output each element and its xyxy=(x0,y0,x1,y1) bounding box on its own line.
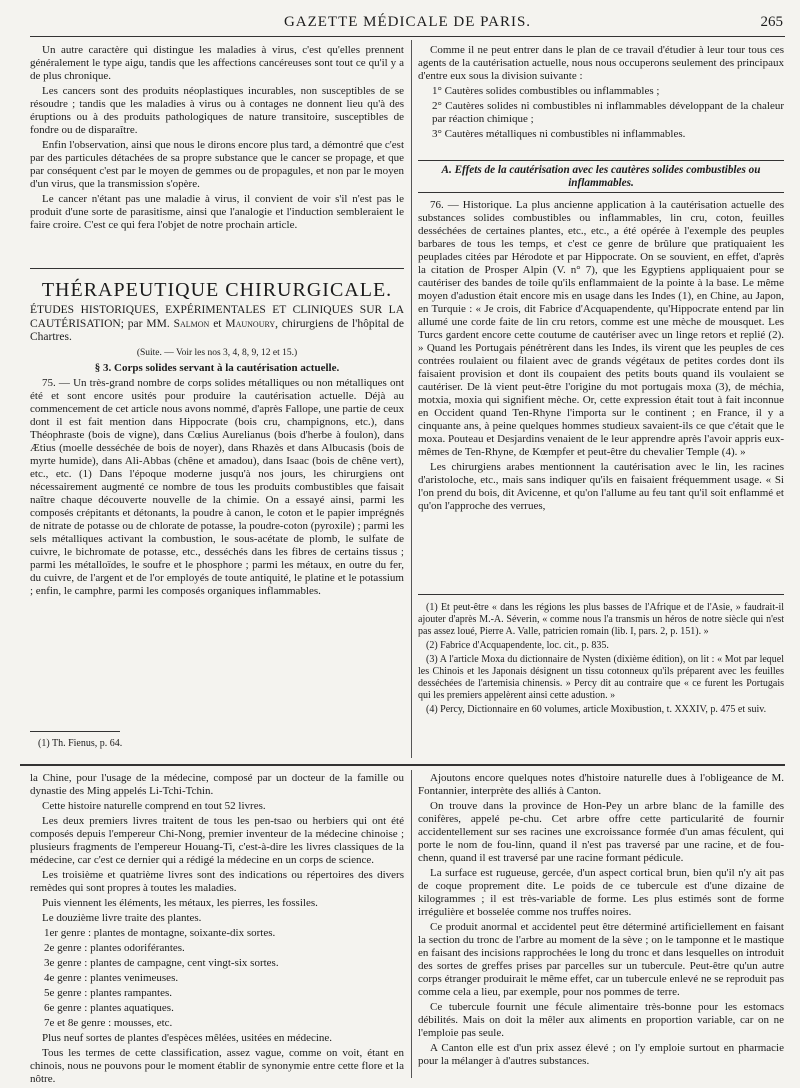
paragraph: La surface est rugueuse, gercée, d'un aspect cortical brun, bien qu'il n'y ait pas de coque proprement dite. Le poids de ce tubercule est d'une dizaine de kilogrammes ; il est très-variable de forme. Les plus estimés sont de forme irrégulière et bosselée comme nos truffes noires. xyxy=(418,867,784,918)
paragraph: On trouve dans la province de Hon-Pey un arbre blanc de la famille des conifères, appelé pe-chu. Cet arbre offre cette particularité de fournir accidentellement sur ses racines une excroissance formée d'un amas féculent, qui porte le nom de fou-linn, quand il n'est pas traversé par une racine, et de fou-chenn, quand il est traversé par une racine formant pédicule. xyxy=(418,800,784,864)
paragraph: Les chirurgiens arabes mentionnent la cautérisation avec le lin, les racines d'aristoloche, etc., mais sans indiquer qu'ils en faisaient fréquemment usage. « Si l'on prend du bois, dit Avicenne, et qu'on l'allume au feu tant qu'il soit enflammé et qu'on l'approche des verrues, xyxy=(418,461,784,512)
list-item: 1° Cautères solides combustibles ou inflammables ; xyxy=(432,85,660,97)
footnote: (1) Th. Fienus, p. 64. xyxy=(38,738,123,749)
paragraph: Ce produit anormal et accidentel peut être déterminé artificiellement en faisant la section du tronc de l'arbre au moment de la sève ; on le tamponne et le mastique en faisant des incisions rapprochées le long du tronc et dans lesquelles on introduit des sortes de greffes prises par parcelles sur un tubercule. Peut-être qu'un autre corps étranger produirait le même effet, car un tubercule enlevé ne se reproduit pas comme cela a lieu, par exemple, pour nos pommes de terre. xyxy=(418,921,784,998)
paragraph: la Chine, pour l'usage de la médecine, composé par un docteur de la famille ou dynastie des Ming appelés Li-Tchi-Tchin. xyxy=(30,772,404,797)
bottom-left-column xyxy=(30,772,404,1088)
paragraph: Cette histoire naturelle comprend en tout 52 livres. xyxy=(42,800,266,812)
paragraph: Ce tubercule fournit une fécule alimentaire très-bonne pour les estomacs débilités. Mais on doit la mêler aux aliments en proportion variable, car on ne l'emploie pas seule. xyxy=(418,1001,784,1039)
paragraph: 76. — Historique. La plus ancienne application à la cautérisation actuelle des substances solides combustibles ou inflammables, lin cru, coton, feuilles desséchées de certaines plantes, etc., etc., a été opérée à l'exemple des peuples barbares de tous les temps, et c'est ce genre de brûlure que pratiquaient les peuplades citées par Hérodote et par Hippocrate. On se souvient, en effet, d'après la citation de Prosper Alpin (V. n° 7), que les Egyptiens appliquaient pour se cautériser des bandes de toile qu'ils enflammaient de la pointe à la base. Le même moyen d'adustion était encore mis en usage dans les Indes (1), en Chine, au Japon, en Turquie : « Je crois, dit Fabrice d'Acquapendente, qu'Hippocrate entend par lin allumé une corde faite de lin cru retors, comme est une mèche de mousquet. Les Turcs gardent encore cette coutume de cautériser avec un linge retors et replié (2). » Quand les Portugais pénétrèrent dans les Indes, ils virent que les peuples de ces contrées roulaient ou filaient avec de grands végétaux de petites cordes dont ils faisaient provision et dont ils coupaient des petits bouts quand ils voulaient se cautériser. De là vient peut-être l'origine du mot portugais moxa (3), de méchia, motxia, moxia qui signifient mèche. Or, cette expression était tout à fait inconnue en Occident quand Ten-Rhyne l'importa sur le continent ; en France, il y a cinquante ans, à peine quelques hommes studieux savaient-ils ce que c'était que le moxa. Pouteau et Desjardins venaient de le leur apprendre après l'avoir appris eux-mêmes de Ten-Rhyne, de Kœmpfer et peut-être du chevalier Temple (4). » xyxy=(418,199,784,458)
subheading: A. Effets de la cautérisation avec les cautères solides combustibles ou inflammables. xyxy=(441,164,761,189)
article-subtitle: ÉTUDES HISTORIQUES, EXPÉRIMENTALES ET CLINIQUES SUR LA CAUTÉRISATION; par MM. Salmon et Maunoury, chirurgiens de l'hôpital de Chartres. xyxy=(30,304,404,343)
list-item: 3e genre : plantes de campagne, cent vingt-six sortes. xyxy=(44,957,279,969)
footnote: (4) Percy, Dictionnaire en 60 volumes, article Moxibustion, t. XXXIV, p. 475 et suiv. xyxy=(426,704,767,715)
paragraph: Le douzième livre traite des plantes. xyxy=(42,912,202,924)
column-rule-top xyxy=(411,40,412,758)
left-footnote xyxy=(30,738,404,752)
left-column-intro xyxy=(30,44,404,234)
list-item: 1er genre : plantes de montagne, soixante-dix sortes. xyxy=(44,927,276,939)
paragraph: Plus neuf sortes de plantes d'espèces mêlées, usitées en médecine. xyxy=(42,1032,333,1044)
list-item: 2e genre : plantes odoriférantes. xyxy=(44,942,185,954)
paragraph: Comme il ne peut entrer dans le plan de ce travail d'étudier à leur tour tous ces agents de la cautérisation actuelle, nous nous occuperons seulement des principaux d'entre eux sous la division suivante : xyxy=(418,44,784,82)
subsection-heading: § 3. Corps solides servant à la cautérisation actuelle. xyxy=(94,361,340,374)
paragraph: Tous les termes de cette classification, assez vague, comme on voit, étant en chinois, nous ne pouvons pour le moment établir de synonymie entre cette flore et la nôtre. xyxy=(30,1047,404,1085)
column-rule-bottom xyxy=(411,770,412,1078)
subhead-rule xyxy=(418,192,784,193)
list-item: 2° Cautères solides ni combustibles ni inflammables développant de la chaleur par réaction chimique ; xyxy=(432,100,784,125)
paragraph: Les troisième et quatrième livres sont des indications ou répertoires des divers remèdes qui sont propres à toutes les maladies. xyxy=(30,869,404,894)
footnote: (1) Et peut-être « dans les régions les plus basses de l'Afrique et de l'Asie, » faudrait-il ajouter d'après M.-A. Séverin, « comme nous l'a transmis un héros de notre siècle qui n'est pas assez loué, Pierre A. Valle, patricien romain (lib. I, pars. 2, p. 151). » xyxy=(418,602,784,637)
paragraph: Ajoutons encore quelques notes d'histoire naturelle dues à l'obligeance de M. Fontannier, interprète des alliés à Canton. xyxy=(418,772,784,797)
list-item: 4e genre : plantes venimeuses. xyxy=(44,972,179,984)
section-divider xyxy=(30,268,404,269)
left-column-article xyxy=(30,278,404,600)
footnote: (2) Fabrice d'Acquapendente, loc. cit., p. 835. xyxy=(426,640,609,651)
paragraph: Les deux premiers livres traitent de tous les pen-tsao ou herbiers qui ont été composés depuis l'empereur Chi-Nong, premier inventeur de la médecine chinoise ; plusieurs fragments de l'empereur Houang-Ti, c'est-à-dire les livres classiques de la médecine, car c'est ce dernier qui a rédigé la médecine en un corps de science. xyxy=(30,815,404,866)
band-separator xyxy=(20,764,785,766)
paragraph: 75. — Un très-grand nombre de corps solides métalliques ou non métalliques ont été et sont encore usités pour produire la cautérisation actuelle. Déjà au commencement de cet article nous avons nommé, d'après Fallope, une partie de ceux dont il est fait mention dans Hippocrate (bois cru, champignons, etc.), dans Théophraste (bois de vigne), dans Cœlius Aurelianus (bois d'herbe à foulon), dans Ætius (moelle desséchée de bois de noyer), dans Rhazès et dans Albucasis (bois de myrte humide), dans Ali-Abbas (chêne et amadou), dans Isaac (bois de chêne vert), etc., etc. (1) Dans l'époque moderne jusqu'à nos jours, les chirurgiens ont nécessairement augmenté ce nombre de tous les produits combustibles que faisait naître chaque découverte nouvelle de la chimie. On a essayé ainsi, parmi les composés crépitants et détonants, la poudre à canon, le coton et le papier imprégnés de nitrate de potasse ou de chlorate de potasse, la poudre-coton (pyroxile) ; parmi les sels métalliques activant la combustion, le sous-acétate de plomb, le sulfate de cuivre, le bichromate de potasse, etc., desséchés dans les fibres de certains tissus ; parmi les métalloïdes, le soufre et le phosphore ; parmi les métaux, en outre du fer, du cuivre, de l'argent et de l'or employés de toute antiquité, le platine et le potassium ; enfin, le camphre, parmi les composés organiques inflammables. xyxy=(30,376,405,597)
list-item: 7e et 8e genre : mousses, etc. xyxy=(44,1017,173,1029)
footnote: (3) A l'article Moxa du dictionnaire de Nysten (dixième édition), on lit : « Mot par lequel les Chinois et les Japonais désignent un tissu cotonneux qu'ils préparent avec les feuilles desséchées de l'artemisia chinensis. » Percy dit au contraire que « ce furent les Portugais qui les premiers appelèrent ainsi cette adustion. » xyxy=(418,654,784,701)
page-number: 265 xyxy=(760,14,783,30)
list-item: 6e genre : plantes aquatiques. xyxy=(44,1002,174,1014)
paragraph: Le cancer n'étant pas une maladie à virus, il convient de voir s'il n'est pas le produit d'une sorte de parasitisme, ainsi que l'analogie et l'induction sembleraient le faire croire. C'est ce qui fera l'objet de notre prochain article. xyxy=(30,193,404,231)
suite-note: (Suite. — Voir les nos 3, 4, 8, 9, 12 et 15.) xyxy=(136,347,298,358)
right-column-body xyxy=(418,164,784,515)
right-footnotes xyxy=(418,602,784,718)
paragraph: Les cancers sont des produits néoplastiques incurables, non susceptibles de se résoudre ; tandis que les maladies à virus ou à contages ne donnent lieu qu'à des éruptions ou à des produits pathologiques de nature transitoire, susceptibles de fondre ou de disparaître. xyxy=(30,85,404,136)
paragraph: Enfin l'observation, ainsi que nous le dirons encore plus tard, a démontré que c'est par des particules détachées de sa propre substance que le cancer se propage, et que par conséquent c'est par le moyen de gemmes ou de propagules, et non par le moyen d'un virus, que la transmission s'opère. xyxy=(30,139,404,190)
bottom-right-column xyxy=(418,772,784,1070)
right-column xyxy=(418,44,784,143)
list-item: 3° Cautères métalliques ni combustibles ni inflammables. xyxy=(432,128,686,140)
footnote-rule-right xyxy=(418,594,784,595)
page-header xyxy=(30,8,785,37)
section-title: THÉRAPEUTIQUE CHIRURGICALE. xyxy=(41,279,393,301)
gazette-title: GAZETTE MÉDICALE DE PARIS. xyxy=(283,14,532,30)
paragraph: A Canton elle est d'un prix assez élevé ; on l'y emploie surtout en pharmacie pour la mélanger à d'autres substances. xyxy=(418,1042,784,1067)
footnote-rule xyxy=(30,731,120,732)
right-divider xyxy=(418,160,784,161)
paragraph: Un autre caractère qui distingue les maladies à virus, c'est qu'elles prennent généralement le type aigu, tandis que les affections cancéreuses sont tout ce qu'il y a de plus chronique. xyxy=(30,44,404,82)
paragraph: Puis viennent les éléments, les métaux, les pierres, les fossiles. xyxy=(42,897,318,909)
list-item: 5e genre : plantes rampantes. xyxy=(44,987,172,999)
